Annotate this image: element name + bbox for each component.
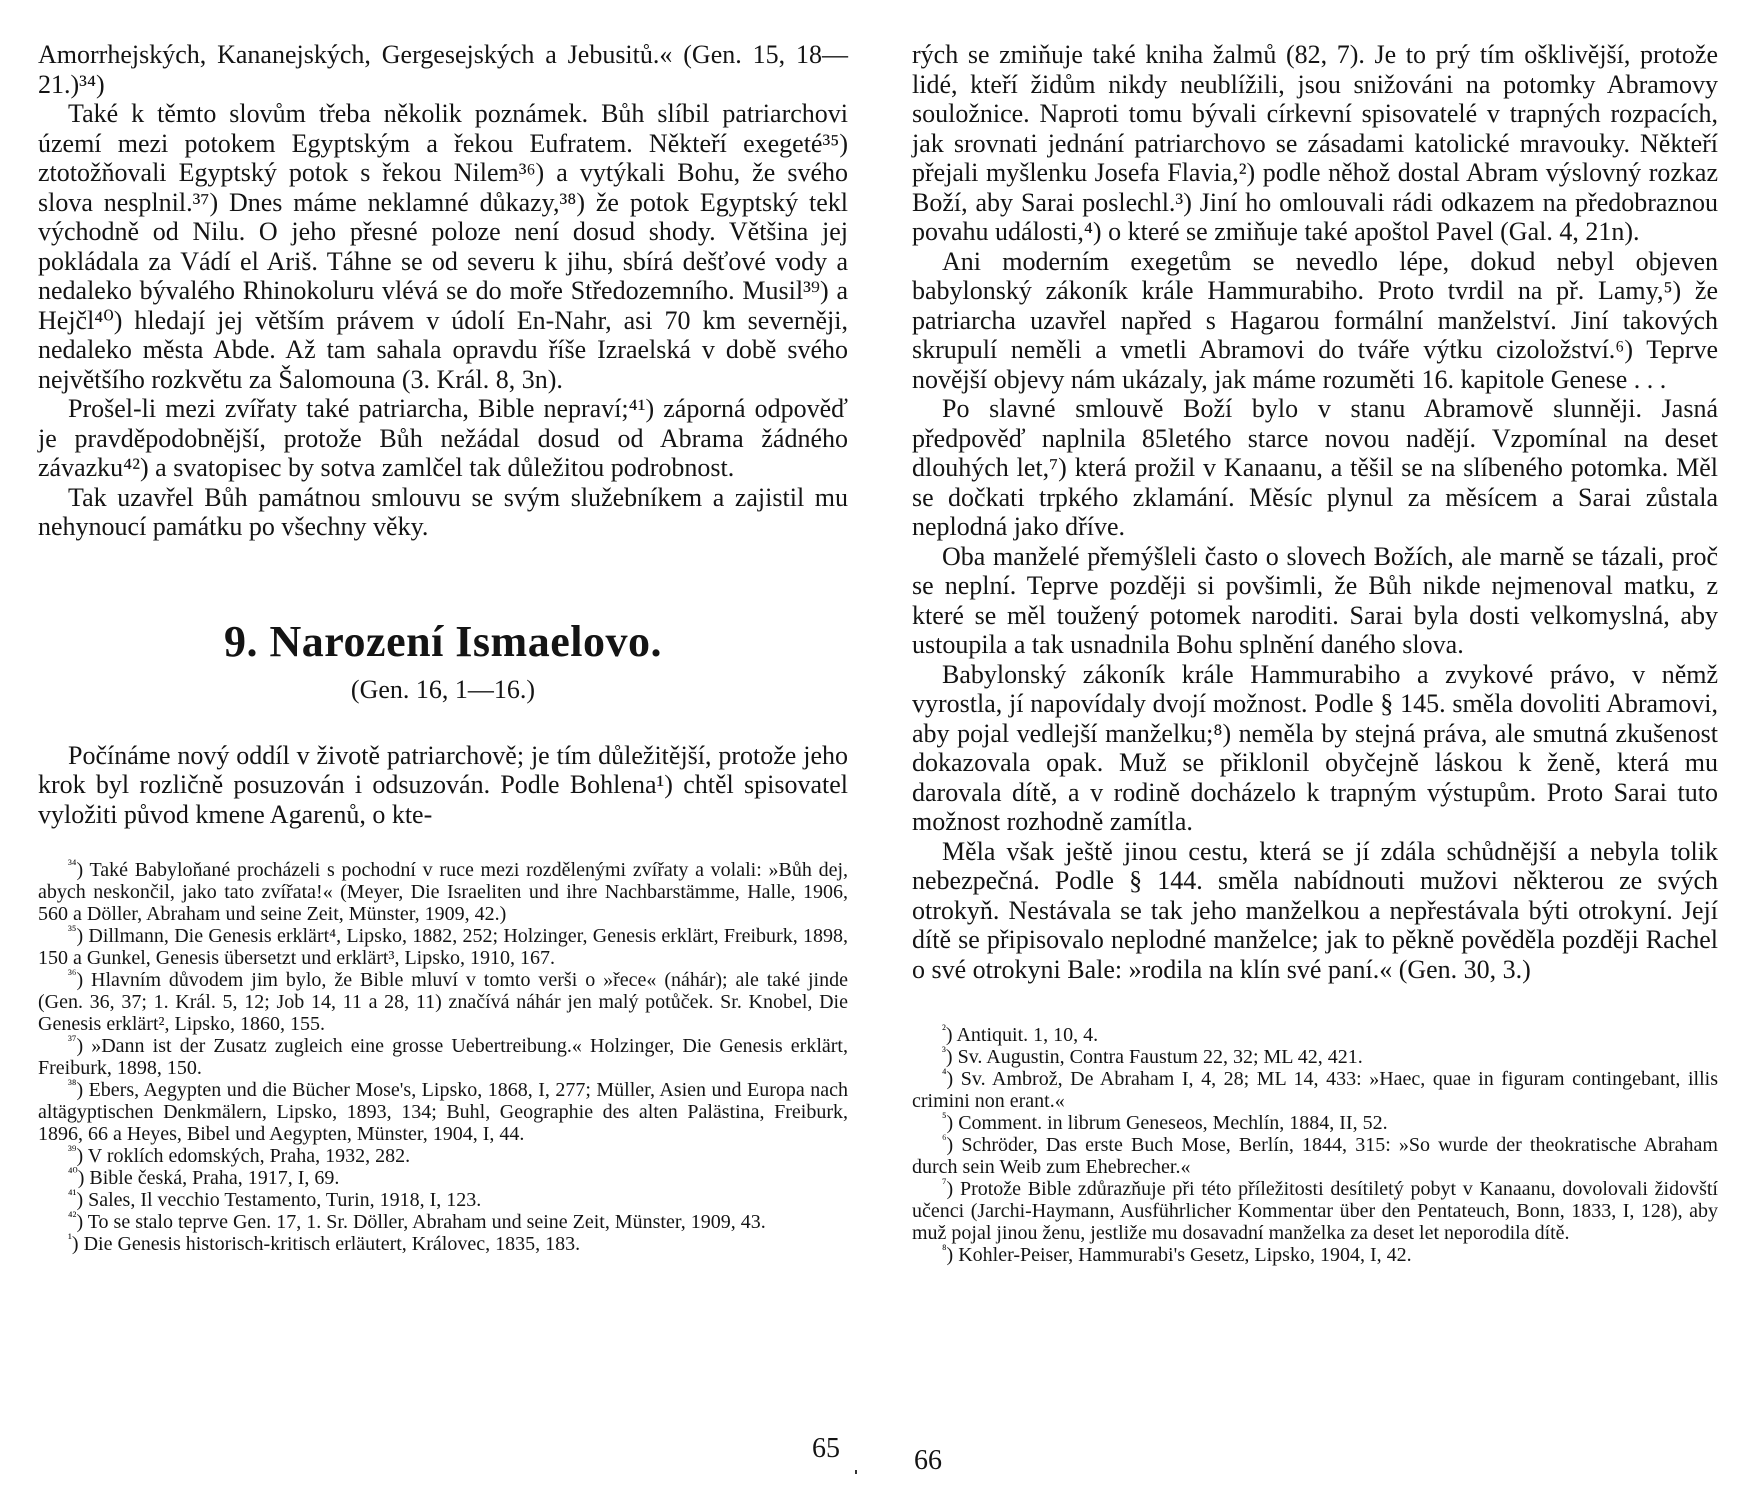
footnote-text: ) Také Babyloňané procházeli s pochodní v ruce mezi rozdělenými zvířaty a volali: »Bůh dej, abych neskončil, jako tato zvířata!« (Meyer, Die Israeliten und ihre Nachbarstämme, Halle, 1906, 560 a Döller, Abraham und seine Zeit, Münster, 1909, 42.) bbox=[38, 859, 848, 925]
footnote bbox=[38, 856, 848, 925]
right-body-text bbox=[912, 40, 1718, 984]
footnote-number: ¹ bbox=[68, 1230, 72, 1246]
paragraph: Amorrhejských, Kananejských, Gergesejských a Jebusitů.« (Gen. 15, 18—21.)³⁴) bbox=[38, 40, 848, 99]
footnote-number: ³⁵ bbox=[68, 922, 77, 938]
footnote bbox=[912, 1043, 1718, 1068]
paragraph: Počínáme nový oddíl v životě patriarchově; je tím důležitější, protože jeho krok byl rozličně posuzován i odsuzován. Podle Bohlena¹) chtěl spisovatel vyložiti původ kmene Agarenů, o kte- bbox=[38, 740, 848, 829]
footnote bbox=[38, 966, 848, 1035]
footnote-text: ) Ebers, Aegypten und die Bücher Mose's, Lipsko, 1868, I, 277; Müller, Asien und Europa nach altägyptischen Denkmälern, Lipsko, 1893, 134; Buhl, Geographie des alten Palästina, Freiburk, 1896, 66 a Heyes, Bibel und Aegypten, Münster, 1904, I, 44. bbox=[38, 1079, 848, 1145]
footnote-number: ⁴² bbox=[68, 1208, 77, 1224]
footnote bbox=[38, 1164, 848, 1189]
footnote-text: ) Antiquit. 1, 10, 4. bbox=[945, 1024, 1099, 1046]
footnote-number: ³⁷ bbox=[68, 1032, 77, 1048]
footnote bbox=[38, 1186, 848, 1211]
footnote-number: ³⁶ bbox=[68, 966, 77, 982]
footnote-text: ) Schröder, Das erste Buch Mose, Berlín, 1844, 315: »So wurde der theokratische Abraham durch sein Weib zum Ehebrecher.« bbox=[912, 1134, 1718, 1178]
footnote-number: ³⁹ bbox=[68, 1142, 77, 1158]
footnote-text: ) Protože Bible zdůrazňuje při této příležitosti desítiletý pobyt v Kanaanu, dovolovali židovští učenci (Jarchi-Haymann, Ausführlicher Kommentar über den Pentateuch, Bonn, 1833, I, 128), aby muž pojal jinou ženu, jestliže mu dosavadní manželka za deset let neporodila dítě. bbox=[912, 1178, 1718, 1244]
footnote-text: ) »Dann ist der Zusatz zugleich eine grosse Uebertreibung.« Holzinger, Die Genesis erklärt, Freiburk, 1898, 150. bbox=[38, 1035, 848, 1079]
footnote-number: ³⁴ bbox=[68, 856, 77, 872]
page-number-right: 66 bbox=[914, 1445, 942, 1476]
left-body-text-after bbox=[38, 741, 848, 830]
page-number-left: 65 bbox=[812, 1433, 840, 1464]
footnote bbox=[38, 1076, 848, 1145]
footnote bbox=[38, 922, 848, 969]
footnote bbox=[912, 1241, 1718, 1266]
scan-speck bbox=[855, 1470, 857, 1474]
footnote bbox=[912, 1131, 1718, 1178]
footnote-text: ) Sales, Il vecchio Testamento, Turin, 1918, I, 123. bbox=[76, 1189, 482, 1211]
footnote bbox=[38, 1142, 848, 1167]
paragraph: Babylonský zákoník krále Hammurabiho a zvykové právo, v němž vyrostla, jí napovídaly dvojí možnost. Podle § 145. směla dovoliti Abramovi, aby pojal vedlejší manželku;⁸) neměla by stejná práva, ale smutná zkušenost dokazovala opak. Muž se přiklonil obyčejně láskou k ženě, která mu darovala dítě, a v rodině docházelo k trapným výstupům. Proto Sarai tuto možnost rozhodně zamítla. bbox=[912, 659, 1718, 836]
footnote bbox=[38, 1230, 848, 1255]
footnote bbox=[912, 1021, 1718, 1046]
paragraph: Prošel-li mezi zvířaty také patriarcha, Bible nepraví;⁴¹) záporná odpověď je pravděpodobnější, protože Bůh nežádal dosud od Abrama žádného závazku⁴²) a svatopisec by sotva zamlčel tak důležitou podrobnost. bbox=[38, 394, 848, 482]
paragraph: Měla však ještě jinou cestu, která se jí zdála schůdnější a nebyla tolik nebezpečná. Podle § 144. směla nabídnouti mužovi některou ze svých otrokyň. Nestávala se tak jeho manželkou a nepřestávala býti otrokyní. Její dítě se připisovalo neplodné manželce; jak to pěkně pověděla později Rachel o své otrokyni Bale: »rodila na klín své paní.« (Gen. 30, 3.) bbox=[912, 836, 1718, 984]
footnote-number: ⁵ bbox=[942, 1109, 947, 1125]
footnote-number: ⁸ bbox=[942, 1241, 947, 1257]
footnote-number: ³⁸ bbox=[68, 1076, 77, 1092]
right-footnotes bbox=[912, 1021, 1718, 1266]
footnote-number: ⁶ bbox=[942, 1131, 947, 1147]
footnote-text: ) V roklích edomských, Praha, 1932, 282. bbox=[76, 1145, 411, 1167]
left-page bbox=[38, 40, 848, 1255]
footnote-number: ³ bbox=[942, 1043, 946, 1059]
footnote bbox=[38, 1032, 848, 1079]
footnote bbox=[912, 1065, 1718, 1112]
footnote-text: ) Sv. Augustin, Contra Faustum 22, 32; ML 42, 421. bbox=[945, 1046, 1363, 1068]
footnote-number: ² bbox=[942, 1021, 946, 1037]
footnote bbox=[912, 1109, 1718, 1134]
left-footnotes bbox=[38, 856, 848, 1255]
paragraph: Oba manželé přemýšleli často o slovech Božích, ale marně se tázali, proč se neplní. Teprve později si povšimli, že Bůh nikde nejmenoval matku, z které se měl toužený potomek naroditi. Sarai byla dosti velkomyslná, aby ustoupila a tak usnadnila Bohu splnění daného slova. bbox=[912, 541, 1718, 659]
footnote-text: ) Bible česká, Praha, 1917, I, 69. bbox=[77, 1167, 340, 1189]
footnote-text: ) Dillmann, Die Genesis erklärt⁴, Lipsko, 1882, 252; Holzinger, Genesis erklärt, Freiburk, 1898, 150 a Gunkel, Genesis übersetzt und erklärt³, Lipsko, 1910, 167. bbox=[38, 925, 848, 969]
chapter-title: 9. Narození Ismaelovo. bbox=[224, 616, 662, 666]
paragraph: rých se zmiňuje také kniha žalmů (82, 7). Je to prý tím ošklivější, protože lidé, kteří židům nikdy neublížili, jsou snižováni na potomky Abramovy souložnice. Naproti tomu bývali církevní spisovatelé v trapných rozpacích, jak srovnati jednání patriarchovo se zásadami katolické mravouky. Někteří přejali myšlenku Josefa Flavia,²) podle něhož dostal Abram výslovný rozkaz Boží, aby Sarai poslechl.³) Jiní ho omlouvali rádi odkazem na předobraznou povahu události,⁴) o které se zmiňuje také apoštol Pavel (Gal. 4, 21n). bbox=[912, 40, 1718, 246]
footnote-text: ) Sv. Ambrož, De Abraham I, 4, 28; ML 14, 433: »Haec, quae in figuram contingebant, illis crimini non erant.« bbox=[912, 1068, 1718, 1112]
paragraph: Ani moderním exegetům se nevedlo lépe, dokud nebyl objeven babylonský zákoník krále Hammurabiho. Proto tvrdil na př. Lamy,⁵) že patriarcha uzavřel napřed s Hagarou formální manželství. Jiní takových skrupulí neměli a vmetli Abramovi do tváře výtku cizoložství.⁶) Teprve novější objevy nám ukázaly, jak máme rozuměti 16. kapitole Genese . . . bbox=[912, 246, 1718, 394]
paragraph: Po slavné smlouvě Boží bylo v stanu Abramově slunněji. Jasná předpověď naplnila 85letého starce novou nadějí. Vzpomínal na deset dlouhých let,⁷) která prožil v Kanaanu, a těšil se na slíbeného potomka. Měl se dočkati trpkého zklamání. Měsíc plynul za měsícem a Sarai zůstala neplodná jako dříve. bbox=[912, 394, 1718, 541]
footnote-text: ) Comment. in librum Geneseos, Mechlín, 1884, II, 52. bbox=[946, 1112, 1388, 1134]
footnote-text: ) Hlavním důvodem jim bylo, že Bible mluví v tomto verši o »řece« (náhár); ale také jinde (Gen. 36, 37; 1. Král. 5, 12; Job 14, 11 a 28, 11) značívá náhár jen malý potůček. Sr. Knobel, Die Genesis erklärt², Lipsko, 1860, 155. bbox=[38, 969, 848, 1035]
left-body-text bbox=[38, 40, 848, 542]
footnote-text: ) To se stalo teprve Gen. 17, 1. Sr. Döller, Abraham und seine Zeit, Münster, 1909, 43. bbox=[76, 1211, 766, 1233]
footnote-number: ⁴ bbox=[942, 1065, 947, 1081]
right-page bbox=[912, 40, 1718, 1266]
footnote-number: ⁷ bbox=[942, 1175, 947, 1191]
footnote-number: ⁴¹ bbox=[68, 1186, 77, 1202]
footnote-number: ⁴⁰ bbox=[68, 1164, 78, 1180]
chapter-reference: (Gen. 16, 1—16.) bbox=[350, 674, 536, 704]
footnote bbox=[912, 1175, 1718, 1244]
footnote-text: ) Kohler-Peiser, Hammurabi's Gesetz, Lipsko, 1904, I, 42. bbox=[946, 1244, 1412, 1266]
paragraph: Tak uzavřel Bůh památnou smlouvu se svým služebníkem a zajistil mu nehynoucí památku po všechny věky. bbox=[38, 482, 848, 541]
footnote bbox=[38, 1208, 848, 1233]
paragraph: Také k těmto slovům třeba několik poznámek. Bůh slíbil patriarchovi území mezi potokem Egyptským a řekou Eufratem. Někteří exegeté³⁵) ztotožňovali Egyptský potok s řekou Nilem³⁶) a vytýkali Bohu, že svého slova nesplnil.³⁷) Dnes máme neklamné důkazy,³⁸) že potok Egyptský tekl východně od Nilu. O jeho přesné poloze není dosud shody. Většina jej pokládala za Vádí el Ariš. Táhne se od severu k jihu, sbírá dešťové vody a nedaleko bývalého Rhinokoluru vlévá se do moře Středozemního. Musil³⁹) a Hejčl⁴⁰) hledají jej větším právem v údolí En-Nahr, asi 70 km severněji, nedaleko města Abde. Až tam sahala opravdu říše Izraelská v době svého největšího rozkvětu za Šalomouna (3. Král. 8, 3n). bbox=[38, 99, 848, 394]
footnote-text: ) Die Genesis historisch-kritisch erläutert, Královec, 1835, 183. bbox=[71, 1233, 581, 1255]
